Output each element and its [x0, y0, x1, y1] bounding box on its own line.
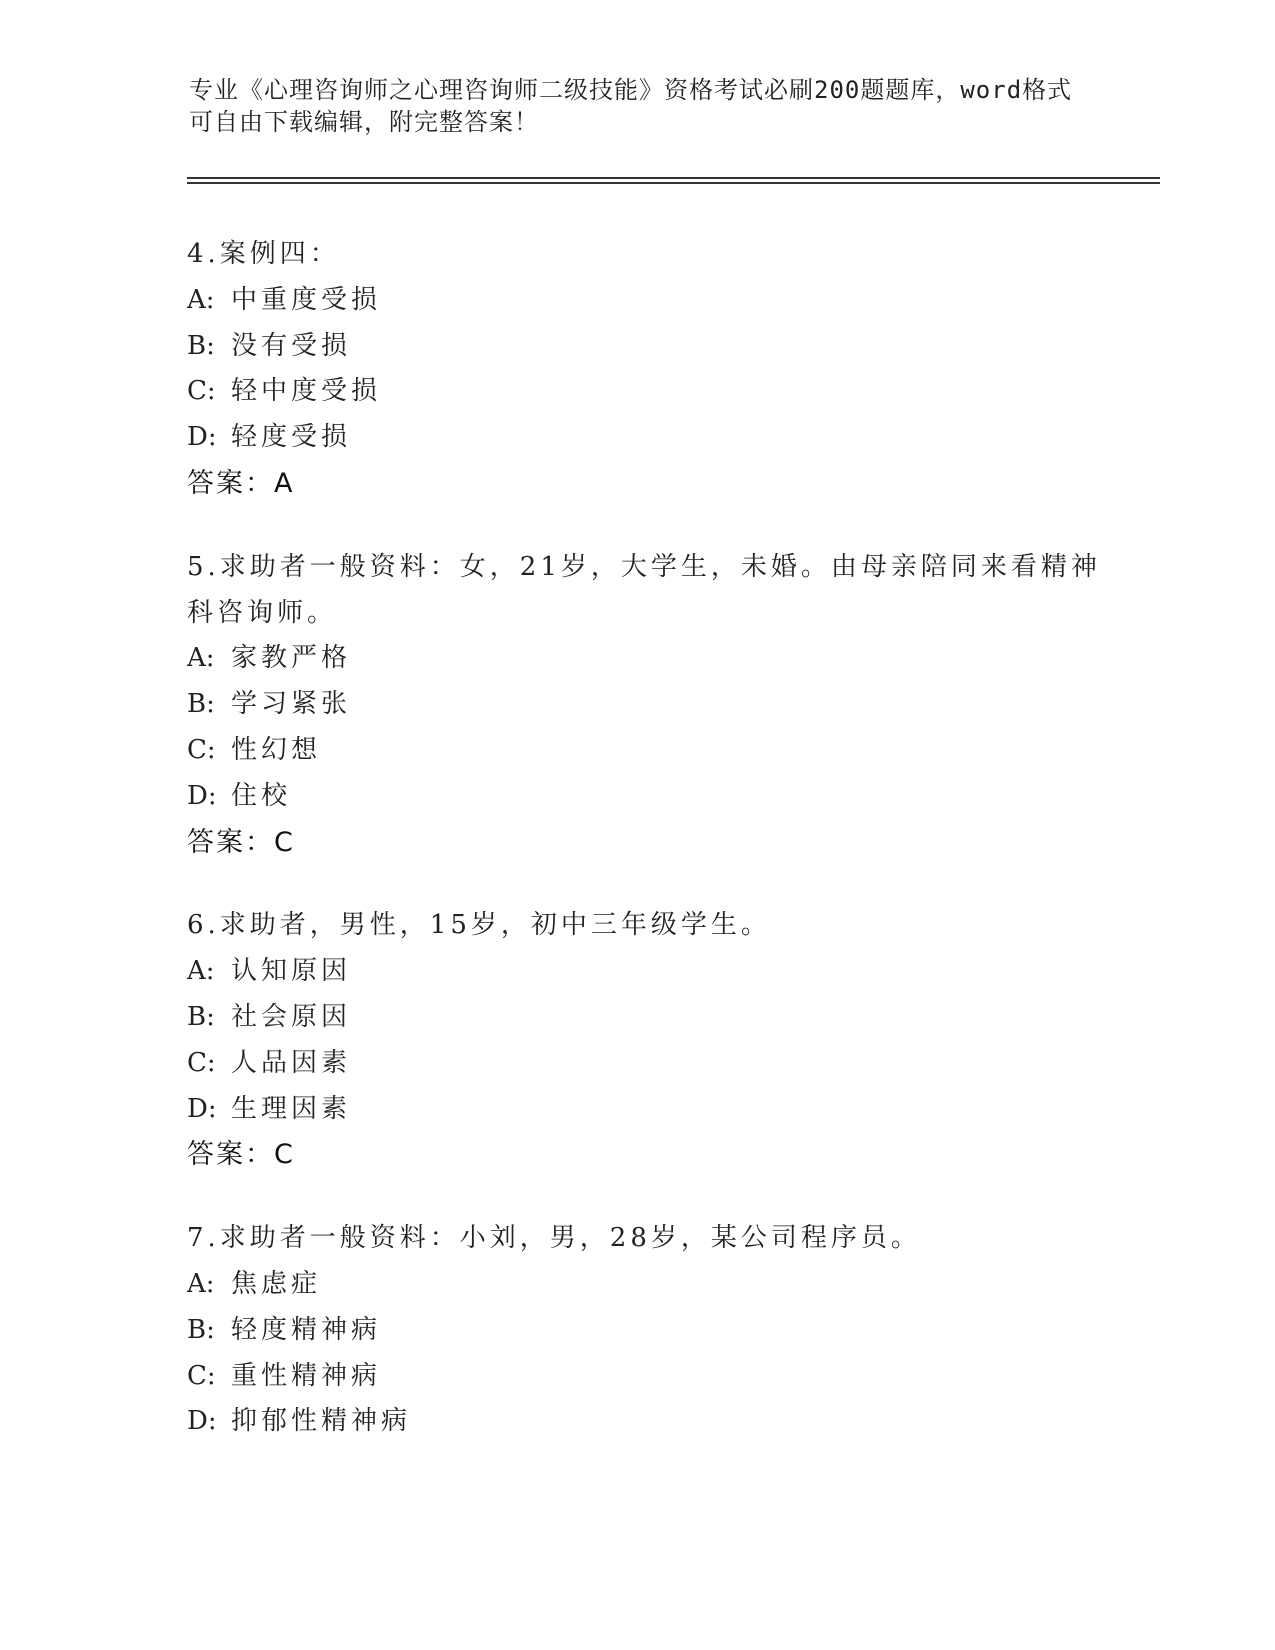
option-text: 没有受损 — [231, 330, 352, 361]
option-letter: A: — [187, 1268, 215, 1299]
option-a — [187, 949, 1087, 995]
answer-line: 答案：A — [187, 467, 295, 499]
header-divider-bottom — [187, 182, 1160, 184]
header-line-2: 可自由下载编辑，附完整答案！ — [189, 108, 539, 136]
option-text: 住校 — [231, 780, 292, 811]
option-letter: D: — [187, 1406, 217, 1437]
option-d — [187, 415, 1087, 461]
option-b — [187, 1308, 1087, 1354]
option-text: 认知原因 — [231, 956, 352, 987]
option-d — [187, 1087, 1087, 1133]
option-text: 家教严格 — [231, 643, 352, 674]
option-letter: A: — [187, 956, 215, 987]
option-text: 性幻想 — [231, 734, 322, 765]
question-list — [187, 232, 1101, 1483]
header-line-1: 专业《心理咨询师之心理咨询师二级技能》资格考试必刷200题题库，word格式 — [189, 76, 1073, 104]
option-letter: B: — [187, 330, 215, 361]
answer-line: 答案：C — [187, 826, 295, 858]
option-letter: A: — [187, 284, 215, 315]
option-text: 轻中度受损 — [231, 376, 382, 407]
option-letter: D: — [187, 780, 217, 811]
option-text: 学习紧张 — [231, 689, 352, 720]
option-text: 轻度受损 — [231, 422, 352, 453]
question-item — [187, 903, 1087, 1178]
option-letter: D: — [187, 1093, 217, 1124]
option-letter: A: — [187, 643, 215, 674]
header-divider-top — [187, 177, 1160, 179]
question-text: 6.求助者，男性，15岁，初中三年级学生。 — [187, 910, 771, 941]
option-letter: B: — [187, 1314, 215, 1345]
option-text: 生理因素 — [231, 1093, 352, 1124]
question-item — [187, 1216, 1087, 1445]
option-text: 焦虑症 — [231, 1268, 322, 1299]
option-text: 中重度受损 — [231, 284, 382, 315]
answer-line: 答案：C — [187, 1139, 295, 1171]
option-c — [187, 1354, 1087, 1400]
option-text: 轻度精神病 — [231, 1314, 382, 1345]
option-text: 抑郁性精神病 — [231, 1406, 412, 1437]
option-a — [187, 1262, 1087, 1308]
option-c — [187, 1041, 1087, 1087]
option-letter: B: — [187, 689, 215, 720]
option-b — [187, 682, 1087, 728]
option-d — [187, 774, 1087, 820]
option-letter: B: — [187, 1001, 215, 1032]
question-text: 4.案例四： — [187, 239, 340, 269]
option-c — [187, 728, 1087, 774]
option-text: 社会原因 — [231, 1001, 352, 1032]
option-d — [187, 1399, 1087, 1445]
option-letter: C: — [187, 376, 216, 407]
question-text: 7.求助者一般资料：小刘，男，28岁，某公司程序员。 — [187, 1223, 921, 1254]
option-c — [187, 369, 1087, 415]
option-a — [187, 636, 1087, 682]
option-letter: C: — [187, 734, 216, 765]
question-item — [187, 545, 1101, 866]
option-letter: C: — [187, 1047, 216, 1078]
option-b — [187, 324, 1087, 370]
option-letter: C: — [187, 1360, 216, 1391]
option-b — [187, 995, 1087, 1041]
option-text: 重性精神病 — [231, 1360, 382, 1391]
document-header — [189, 74, 1089, 138]
question-item — [187, 232, 1087, 507]
option-a — [187, 278, 1087, 324]
option-text: 人品因素 — [231, 1047, 352, 1078]
question-text-continued: 科咨询师。 — [187, 597, 338, 628]
option-letter: D: — [187, 422, 217, 453]
question-text: 5.求助者一般资料：女，21岁，大学生，未婚。由母亲陪同来看精神 — [187, 551, 1101, 582]
